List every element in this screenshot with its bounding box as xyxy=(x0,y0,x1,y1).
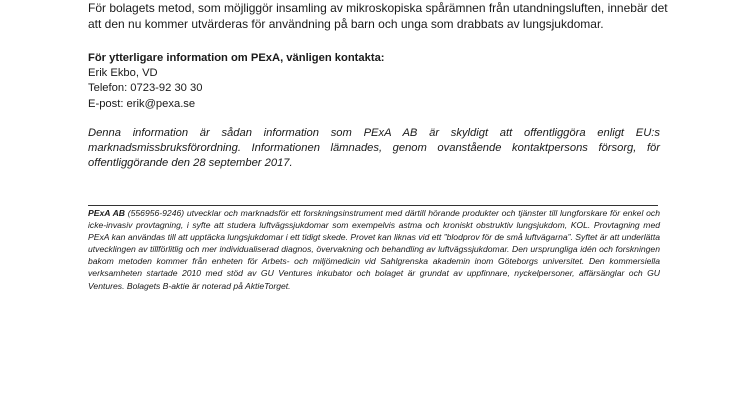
divider-line xyxy=(88,205,658,206)
contact-phone: Telefon: 0723-92 30 30 xyxy=(88,82,203,95)
legal-notice: Denna information är sådan information som PExA AB är skyldigt att offentliggöra enligt EU:s marknadsmissbruksförordning. Informationen lämnades, genom ovanstående kontaktpersons försorg, för offentliggörande den 28 september 2017. xyxy=(88,127,660,170)
intro-paragraph xyxy=(88,1,668,32)
contact-heading: För ytterligare information om PExA, vänligen kontakta: xyxy=(88,52,385,64)
about-company-paragraph xyxy=(88,207,660,292)
about-company-name: PExA AB xyxy=(88,208,125,218)
about-company-text: (556956-9246) utvecklar och marknadsför ett forskningsinstrument med därtill hörande produkter och tjänster till lungforskare för enkel och icke-invasiv provtagning, i syfte att studera luftvägssjukdomar som exempelvis astma och kroniskt obstruktiv lungsjukdom, KOL. Provtagning med PExA kan användas till att upptäcka lungsjukdomar i ett tidigt skede. Provet kan liknas vid ett ”blodprov för de små luftvägarna”. Syftet är att underlätta utvecklingen av tillförlitlig och mer individualiserad diagnos, övervakning och behandling av luftvägssjukdomar. Den ursprungliga idén och forskningen bakom metoden kommer från enheten för Arbets- och miljömedicin vid Sahlgrenska akademin inom Göteborgs universitet. Den kommersiella verksamheten startade 2010 med stöd av GU Ventures inkubator och bolaget är grundat av uppfinnare, nyckelpersoner, affärsänglar och GU Ventures. Bolagets B-aktie är noterad på AktieTorget. xyxy=(88,208,660,291)
intro-line-1: För bolagets metod, som möjliggör insamling av mikroskopiska spårämnen från utandningsluften, innebär det xyxy=(88,1,668,15)
contact-email: E-post: erik@pexa.se xyxy=(88,97,196,110)
intro-line-2: att den nu kommer utvärderas för användning på barn och unga som drabbats av lungsjukdomar. xyxy=(88,16,604,31)
contact-name: Erik Ekbo, VD xyxy=(88,67,158,80)
contact-block xyxy=(88,51,660,112)
